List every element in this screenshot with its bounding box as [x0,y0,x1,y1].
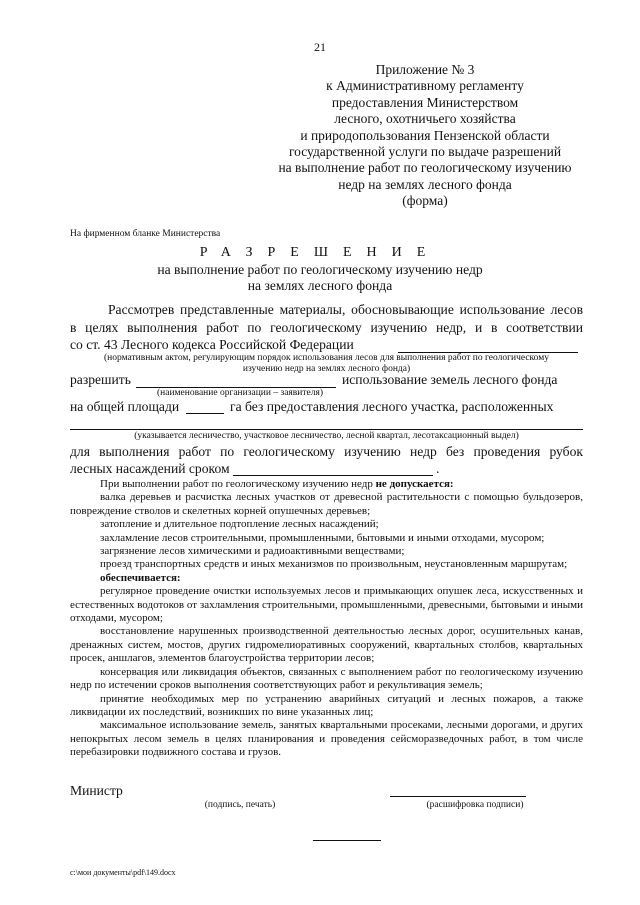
minister-label: Министр [70,783,123,798]
ensured-item: принятие необходимых мер по устранению аварийных ситуаций и лесных пожаров, а также ликвидации их последствий, возникших по вине указанных лиц; [70,692,583,718]
appendix-line: и природопользования Пензенской области [300,127,550,143]
footer-file-path: c:\мои документы\pdf\149.docx [70,868,176,877]
note-location: (указывается лесничество, участковое лесничество, лесной квартал, лесотаксационный выдел) [134,431,519,441]
appendix-line: недр на землях лесного фонда [338,176,512,192]
note-act: (нормативным актом, регулирующим порядок использования лесов для выполнения работ по геологическому [103,353,549,363]
conditions-list [70,478,583,760]
page-number: 21 [314,40,326,54]
ensured-item: максимальное использование земель, занятых квартальными просеками, лесными дорогами, и других непокрытых лесом земель в целях планирования и проведения сейсморазведочных работ, в том числе перебазировки подвижного состава и грузов. [70,719,583,759]
letterhead-note: На фирменном бланке Министерства [70,229,221,239]
appendix-line: на выполнение работ по геологическому изучению [278,160,572,176]
area-text: на общей площади [70,399,180,414]
signature-label: (подпись, печать) [204,800,276,810]
appendix-line: Приложение № 3 [375,62,475,77]
area-fill-line[interactable] [186,413,224,414]
note-organization: (наименование организации – заявителя) [157,388,323,398]
paragraph-line: Рассмотрев представленные материалы, обосновывающие использование лесов [108,302,583,317]
not-allowed-item: валка деревьев и расчистка лесных участков от древесной растительности с помощью бульдозеров, повреждение стволов и скелетных корней опушечных деревьев; [70,491,583,517]
appendix-line: к Административному регламенту [326,78,524,94]
not-allowed-heading: При выполнении работ по геологическому изучению недр не допускается: [100,478,454,490]
ensured-item: консервация или ликвидация объектов, связанных с выполнением работ по геологическому изучению недр по истечении сроков выполнения соответствующих работ и рекультивация земель; [70,665,583,692]
area-text-2: га без предоставления лесного участка, расположенных [230,399,554,414]
purpose-line-2: лесных насаждений сроком [70,461,230,476]
separator-line [313,840,381,841]
appendix-line: предоставления Министерством [331,94,519,110]
purpose-line: для выполнения работ по геологическому изучению недр без проведения рубок [70,444,583,459]
appendix-line: государственной услуги по выдаче разрешений [288,144,562,160]
not-allowed-item: затопление и длительное подтопление лесных насаждений; [100,518,379,531]
document-subtitle: на выполнение работ по геологическому изучению недр [157,262,483,277]
paragraph-line: со ст. 43 Лесного кодекса Российской Федерации [70,337,354,352]
location-fill-line[interactable] [70,429,583,430]
permit-use: использование земель лесного фонда [342,372,558,387]
ensured-item: регулярное проведение очистки используемых лесов и примыкающих опушек леса, искусственных и естественных водотоков от захламления строительными, промышленными, древесными, бытовыми и иными отходами, мусором; [70,585,583,625]
purpose-end: . [436,461,440,476]
document-subtitle-2: на землях лесного фонда [247,278,393,293]
not-allowed-item: захламление лесов строительными, промышленными, бытовыми и иными отходами, мусором; [100,531,545,544]
term-fill-line[interactable] [233,475,433,476]
ensured-item: восстановление нарушенных производственной деятельностью лесных дорог, осушительных канав, дренажных систем, мостов, других гидромелиоративных сооружений, квартальных столбов, квартальных просек, аншлагов, элементов благоустройства территории лесов; [70,625,583,665]
paragraph-line: в целях выполнения работ по геологическому изучению недр, и в соответствии [70,320,583,335]
appendix-form-label: (форма) [402,193,448,209]
ensured-heading: обеспечивается: [100,571,181,584]
appendix-header [245,62,605,210]
permit-word: разрешить [70,372,131,387]
document-title: РАЗРЕШЕНИЕ [199,245,441,260]
note-act-2: изучению недр на землях лесного фонда) [242,364,411,374]
decode-label: (расшифровка подписи) [426,800,524,810]
decode-fill-line[interactable] [390,796,526,797]
not-allowed-item: проезд транспортных средств и иных механизмов по произвольным, неустановленным маршрутам; [100,558,568,571]
not-allowed-item: загрязнение лесов химическими и радиоактивными веществами; [100,545,405,558]
appendix-line: лесного, охотничьего хозяйства [334,111,516,127]
